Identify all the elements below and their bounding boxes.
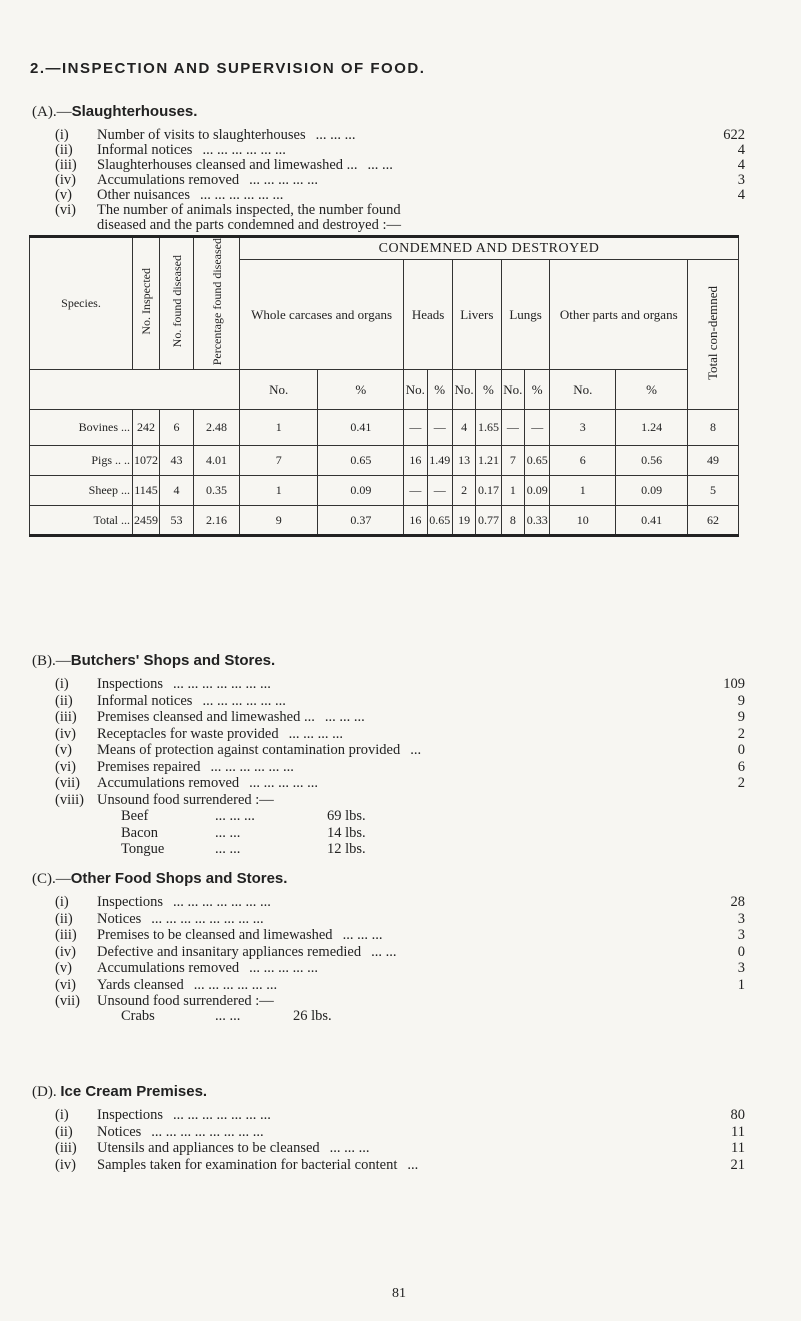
item-value: 11	[731, 1123, 745, 1140]
cell-inspected: 2459	[133, 506, 160, 536]
item-leader-dots: ... ...	[371, 943, 397, 960]
subhead-no: No.	[404, 370, 427, 410]
item-number: (ii)	[55, 910, 73, 927]
cell-lungs-pct: 0.09	[525, 476, 550, 506]
item-label: Notices	[97, 1123, 142, 1140]
item-value: 28	[730, 894, 745, 910]
item-leader-dots: ... ... ... ... ... ...	[202, 142, 286, 158]
cell-inspected: 242	[133, 410, 160, 446]
item-number: (i)	[55, 676, 69, 692]
item-number: (vii)	[55, 993, 80, 1009]
group-heads: Heads	[404, 260, 453, 370]
item-label: Accumulations removed	[97, 960, 240, 976]
item-label: Accumulations removed	[97, 775, 240, 791]
item-leader-dots: ... ... ... ... ... ... ...	[173, 1107, 271, 1123]
cell-livers-no: 13	[452, 446, 475, 476]
item-label: Accumulations removed	[97, 172, 240, 188]
condemned-header: CONDEMNED AND DESTROYED	[240, 237, 739, 260]
cell-other-no: 1	[550, 476, 616, 506]
subhead-no: No.	[452, 370, 475, 410]
item-value: 4	[737, 157, 745, 173]
cell-pct: 2.48	[194, 410, 240, 446]
item-leader-dots: ... ... ...	[315, 127, 356, 143]
condemned-table	[29, 235, 739, 537]
item-value: 9	[737, 709, 745, 725]
group-livers: Livers	[452, 260, 501, 370]
item-number: (vi)	[55, 976, 76, 993]
cell-livers-no: 19	[452, 506, 475, 536]
section-c-prefix: (C).—	[32, 871, 71, 887]
cell-livers-pct: 0.77	[476, 506, 501, 536]
page-number: 81	[392, 1286, 406, 1301]
surrendered-item-dots: ... ...	[215, 824, 241, 841]
item-value: 3	[737, 960, 745, 976]
item-number: (ii)	[55, 692, 73, 709]
list-item	[55, 758, 745, 776]
item-label: Means of protection against contamination provided	[97, 742, 401, 758]
section-b-prefix: (B).—	[32, 653, 71, 669]
cell-lungs-no: 8	[501, 506, 524, 536]
item-value: 622	[723, 127, 745, 143]
surrendered-item-dots: ... ...	[215, 841, 241, 857]
item-leader-dots: ... ... ... ... ... ... ...	[173, 894, 271, 910]
list-item	[55, 1106, 745, 1124]
item-number: (iv)	[55, 1156, 76, 1173]
col-percentage: Percentage found diseased	[194, 237, 240, 370]
cell-whole-pct: 0.41	[318, 410, 404, 446]
item-leader-dots: ... ... ... ... ... ...	[210, 758, 294, 775]
item-value: 4	[737, 142, 745, 158]
item-value: 9	[737, 692, 745, 709]
list-item	[55, 992, 745, 1010]
item-label: Unsound food surrendered :—	[97, 993, 274, 1009]
item-label: Premises to be cleansed and limewashed	[97, 927, 333, 943]
item-label: Premises cleansed and limewashed ...	[97, 709, 315, 725]
cell-lungs-pct: 0.65	[525, 446, 550, 476]
item-number: (iii)	[55, 1140, 77, 1156]
surrendered-item-qty: 14 lbs.	[327, 824, 366, 841]
cell-total: 49	[688, 446, 739, 476]
cell-lungs-no: 1	[501, 476, 524, 506]
col-total: Total con-demned	[688, 260, 739, 410]
item-number: (v)	[55, 960, 72, 976]
item-value: 2	[737, 775, 745, 791]
list-item	[55, 708, 745, 726]
item-leader-dots: ... ... ... ... ... ... ...	[173, 676, 271, 692]
item-label: Yards cleansed	[97, 976, 184, 993]
item-label: Receptacles for waste provided	[97, 725, 279, 742]
col-found: No. found diseased	[160, 237, 194, 370]
surrendered-item-dots: ... ... ...	[215, 808, 255, 824]
cell-whole-pct: 0.37	[318, 506, 404, 536]
item-number: (iv)	[55, 943, 76, 960]
item-label: Inspections	[97, 676, 164, 692]
list-item	[55, 959, 745, 977]
item-label: Number of visits to slaughterhouses	[97, 127, 306, 143]
cell-heads-pct: —	[427, 410, 452, 446]
subhead-pct: %	[427, 370, 452, 410]
section-d-prefix: (D).	[32, 1084, 57, 1100]
cell-livers-pct: 1.65	[476, 410, 501, 446]
item-value: 0	[737, 943, 745, 960]
item-leader-dots: ...	[410, 742, 422, 758]
cell-species: Bovines ...	[30, 410, 133, 446]
surrendered-item-qty: 12 lbs.	[327, 841, 366, 857]
section-a-heading: Slaughterhouses.	[71, 103, 198, 120]
item-label: Defective and insanitary appliances remedied	[97, 943, 362, 960]
cell-other-pct: 0.09	[616, 476, 688, 506]
cell-whole-no: 1	[240, 410, 318, 446]
surrendered-item-qty: 69 lbs.	[327, 808, 366, 824]
list-item	[55, 1156, 745, 1174]
subhead-no: No.	[550, 370, 616, 410]
cell-other-pct: 1.24	[616, 410, 688, 446]
item-label: Other nuisances	[97, 187, 191, 203]
section-d-heading: Ice Cream Premises.	[60, 1083, 208, 1100]
cell-lungs-pct: 0.33	[525, 506, 550, 536]
section-c-title	[32, 870, 287, 888]
cell-other-no: 6	[550, 446, 616, 476]
item-number: (i)	[55, 127, 69, 143]
subhead-pct: %	[616, 370, 688, 410]
item-leader-dots: ...	[407, 1156, 419, 1173]
cell-whole-no: 7	[240, 446, 318, 476]
item-number: (iii)	[55, 157, 77, 173]
cell-heads-no: —	[404, 410, 427, 446]
item-label: Inspections	[97, 1107, 164, 1123]
item-leader-dots: ... ...	[367, 157, 393, 173]
item-value: 4	[737, 187, 745, 203]
table-row	[30, 506, 739, 536]
cell-heads-no: 16	[404, 446, 427, 476]
item-label: The number of animals inspected, the number found	[97, 202, 401, 218]
item-number: (i)	[55, 894, 69, 910]
list-item	[55, 893, 745, 911]
item-label: Informal notices	[97, 692, 193, 709]
list-item	[55, 976, 745, 994]
item-label: Informal notices	[97, 142, 193, 158]
item-leader-dots: ... ... ... ...	[288, 725, 343, 742]
table-row	[30, 476, 739, 506]
section-b-title	[32, 652, 275, 670]
item-number: (iv)	[55, 172, 76, 188]
item-number: (iv)	[55, 725, 76, 742]
item-value: 80	[730, 1107, 745, 1123]
subhead-pct: %	[318, 370, 404, 410]
item-number: (vii)	[55, 775, 80, 791]
item-label: Premises repaired	[97, 758, 201, 775]
table-row	[30, 410, 739, 446]
surrendered-item-name: Bacon	[121, 824, 159, 841]
item-number: (iii)	[55, 709, 77, 725]
cell-total: 62	[688, 506, 739, 536]
section-b-heading: Butchers' Shops and Stores.	[70, 652, 276, 669]
cell-heads-pct: 1.49	[427, 446, 452, 476]
item-leader-dots: ... ... ...	[324, 709, 365, 725]
item-value: 1	[737, 976, 745, 993]
item-value: 6	[737, 758, 745, 775]
item-value: 0	[737, 742, 745, 758]
item-leader-dots: ... ... ... ... ... ... ... ...	[151, 1123, 264, 1140]
cell-species: Total ...	[30, 506, 133, 536]
surrendered-item-name: Beef	[121, 808, 149, 824]
item-number: (v)	[55, 742, 72, 758]
item-value: 3	[737, 910, 745, 927]
cell-heads-pct: —	[427, 476, 452, 506]
list-item	[55, 774, 745, 792]
cell-other-no: 10	[550, 506, 616, 536]
item-value: 21	[730, 1156, 745, 1173]
table-row	[30, 446, 739, 476]
cell-whole-pct: 0.09	[318, 476, 404, 506]
item-value: 3	[737, 172, 745, 188]
group-lungs: Lungs	[501, 260, 550, 370]
list-item	[55, 1139, 745, 1157]
list-item	[55, 791, 745, 809]
list-item	[55, 943, 745, 961]
cell-heads-pct: 0.65	[427, 506, 452, 536]
subhead-pct: %	[476, 370, 501, 410]
col-inspected: No. Inspected	[133, 237, 160, 370]
item-leader-dots: ... ... ... ... ... ...	[202, 692, 286, 709]
item-label: Unsound food surrendered :—	[97, 791, 274, 808]
item-leader-dots: ... ... ...	[329, 1140, 370, 1156]
page-heading: 2.—INSPECTION AND SUPERVISION OF FOOD.	[30, 60, 426, 77]
item-leader-dots: ... ... ... ... ...	[249, 775, 319, 791]
item-leader-dots: ... ... ... ... ... ... ... ...	[151, 910, 264, 927]
cell-species: Pigs .. ..	[30, 446, 133, 476]
cell-whole-no: 9	[240, 506, 318, 536]
cell-whole-no: 1	[240, 476, 318, 506]
item-value: 2	[737, 725, 745, 742]
list-item	[55, 926, 745, 944]
item-number: (v)	[55, 187, 72, 203]
list-item	[55, 741, 745, 759]
cell-other-pct: 0.41	[616, 506, 688, 536]
item-number: (vi)	[55, 202, 76, 218]
group-whole: Whole carcases and organs	[240, 260, 404, 370]
item-label: Inspections	[97, 894, 164, 910]
cell-found: 6	[160, 410, 194, 446]
subhead-no: No.	[501, 370, 524, 410]
cell-found: 53	[160, 506, 194, 536]
subhead-spacer	[30, 370, 240, 410]
section-d-title	[32, 1083, 207, 1101]
cell-livers-pct: 1.21	[476, 446, 501, 476]
item-leader-dots: ... ... ...	[342, 927, 383, 943]
item-number: (i)	[55, 1107, 69, 1123]
item-number: (vi)	[55, 758, 76, 775]
list-item	[55, 910, 745, 928]
col-species: Species.	[30, 237, 133, 370]
cell-total: 5	[688, 476, 739, 506]
item-number: (viii)	[55, 791, 84, 808]
list-item	[55, 692, 745, 710]
cell-pct: 4.01	[194, 446, 240, 476]
item-number: (iii)	[55, 927, 77, 943]
cell-livers-pct: 0.17	[476, 476, 501, 506]
cell-pct: 0.35	[194, 476, 240, 506]
item-leader-dots: ... ... ... ... ...	[249, 960, 319, 976]
cell-total: 8	[688, 410, 739, 446]
subhead-pct: %	[525, 370, 550, 410]
item-value: 11	[731, 1140, 745, 1156]
cell-lungs-pct: —	[525, 410, 550, 446]
subhead-no: No.	[240, 370, 318, 410]
cell-livers-no: 2	[452, 476, 475, 506]
item-leader-dots: ... ... ... ... ...	[249, 172, 319, 188]
item-leader-dots: ... ... ... ... ... ...	[200, 187, 284, 203]
section-a-prefix: (A).—	[32, 104, 72, 120]
cell-lungs-no: 7	[501, 446, 524, 476]
cell-found: 4	[160, 476, 194, 506]
cell-species: Sheep ...	[30, 476, 133, 506]
section-a-item-vi-continuation: diseased and the parts condemned and destroyed :—	[97, 217, 402, 233]
surrendered-item-dots: ... ...	[215, 1008, 241, 1024]
cell-heads-no: —	[404, 476, 427, 506]
section-c-heading: Other Food Shops and Stores.	[70, 870, 288, 887]
item-label: Notices	[97, 910, 142, 927]
cell-heads-no: 16	[404, 506, 427, 536]
list-item	[55, 725, 745, 743]
section-a-title	[32, 103, 197, 121]
item-number: (ii)	[55, 1123, 73, 1140]
cell-found: 43	[160, 446, 194, 476]
cell-pct: 2.16	[194, 506, 240, 536]
cell-lungs-no: —	[501, 410, 524, 446]
surrendered-item-name: Tongue	[121, 841, 165, 857]
cell-whole-pct: 0.65	[318, 446, 404, 476]
cell-inspected: 1145	[133, 476, 160, 506]
item-value: 109	[723, 676, 745, 692]
cell-other-pct: 0.56	[616, 446, 688, 476]
item-label: Samples taken for examination for bacterial content	[97, 1156, 398, 1173]
item-value: 3	[737, 927, 745, 943]
item-leader-dots: ... ... ... ... ... ...	[193, 976, 278, 993]
item-label: Slaughterhouses cleansed and limewashed ...	[97, 157, 358, 173]
cell-other-no: 3	[550, 410, 616, 446]
list-item	[55, 1123, 745, 1141]
item-number: (ii)	[55, 142, 73, 158]
surrendered-item-name: Crabs	[121, 1008, 155, 1024]
surrendered-item-qty: 26 lbs.	[293, 1008, 332, 1024]
cell-inspected: 1072	[133, 446, 160, 476]
item-label: Utensils and appliances to be cleansed	[97, 1140, 320, 1156]
group-other: Other parts and organs	[550, 260, 688, 370]
list-item	[55, 675, 745, 693]
cell-livers-no: 4	[452, 410, 475, 446]
